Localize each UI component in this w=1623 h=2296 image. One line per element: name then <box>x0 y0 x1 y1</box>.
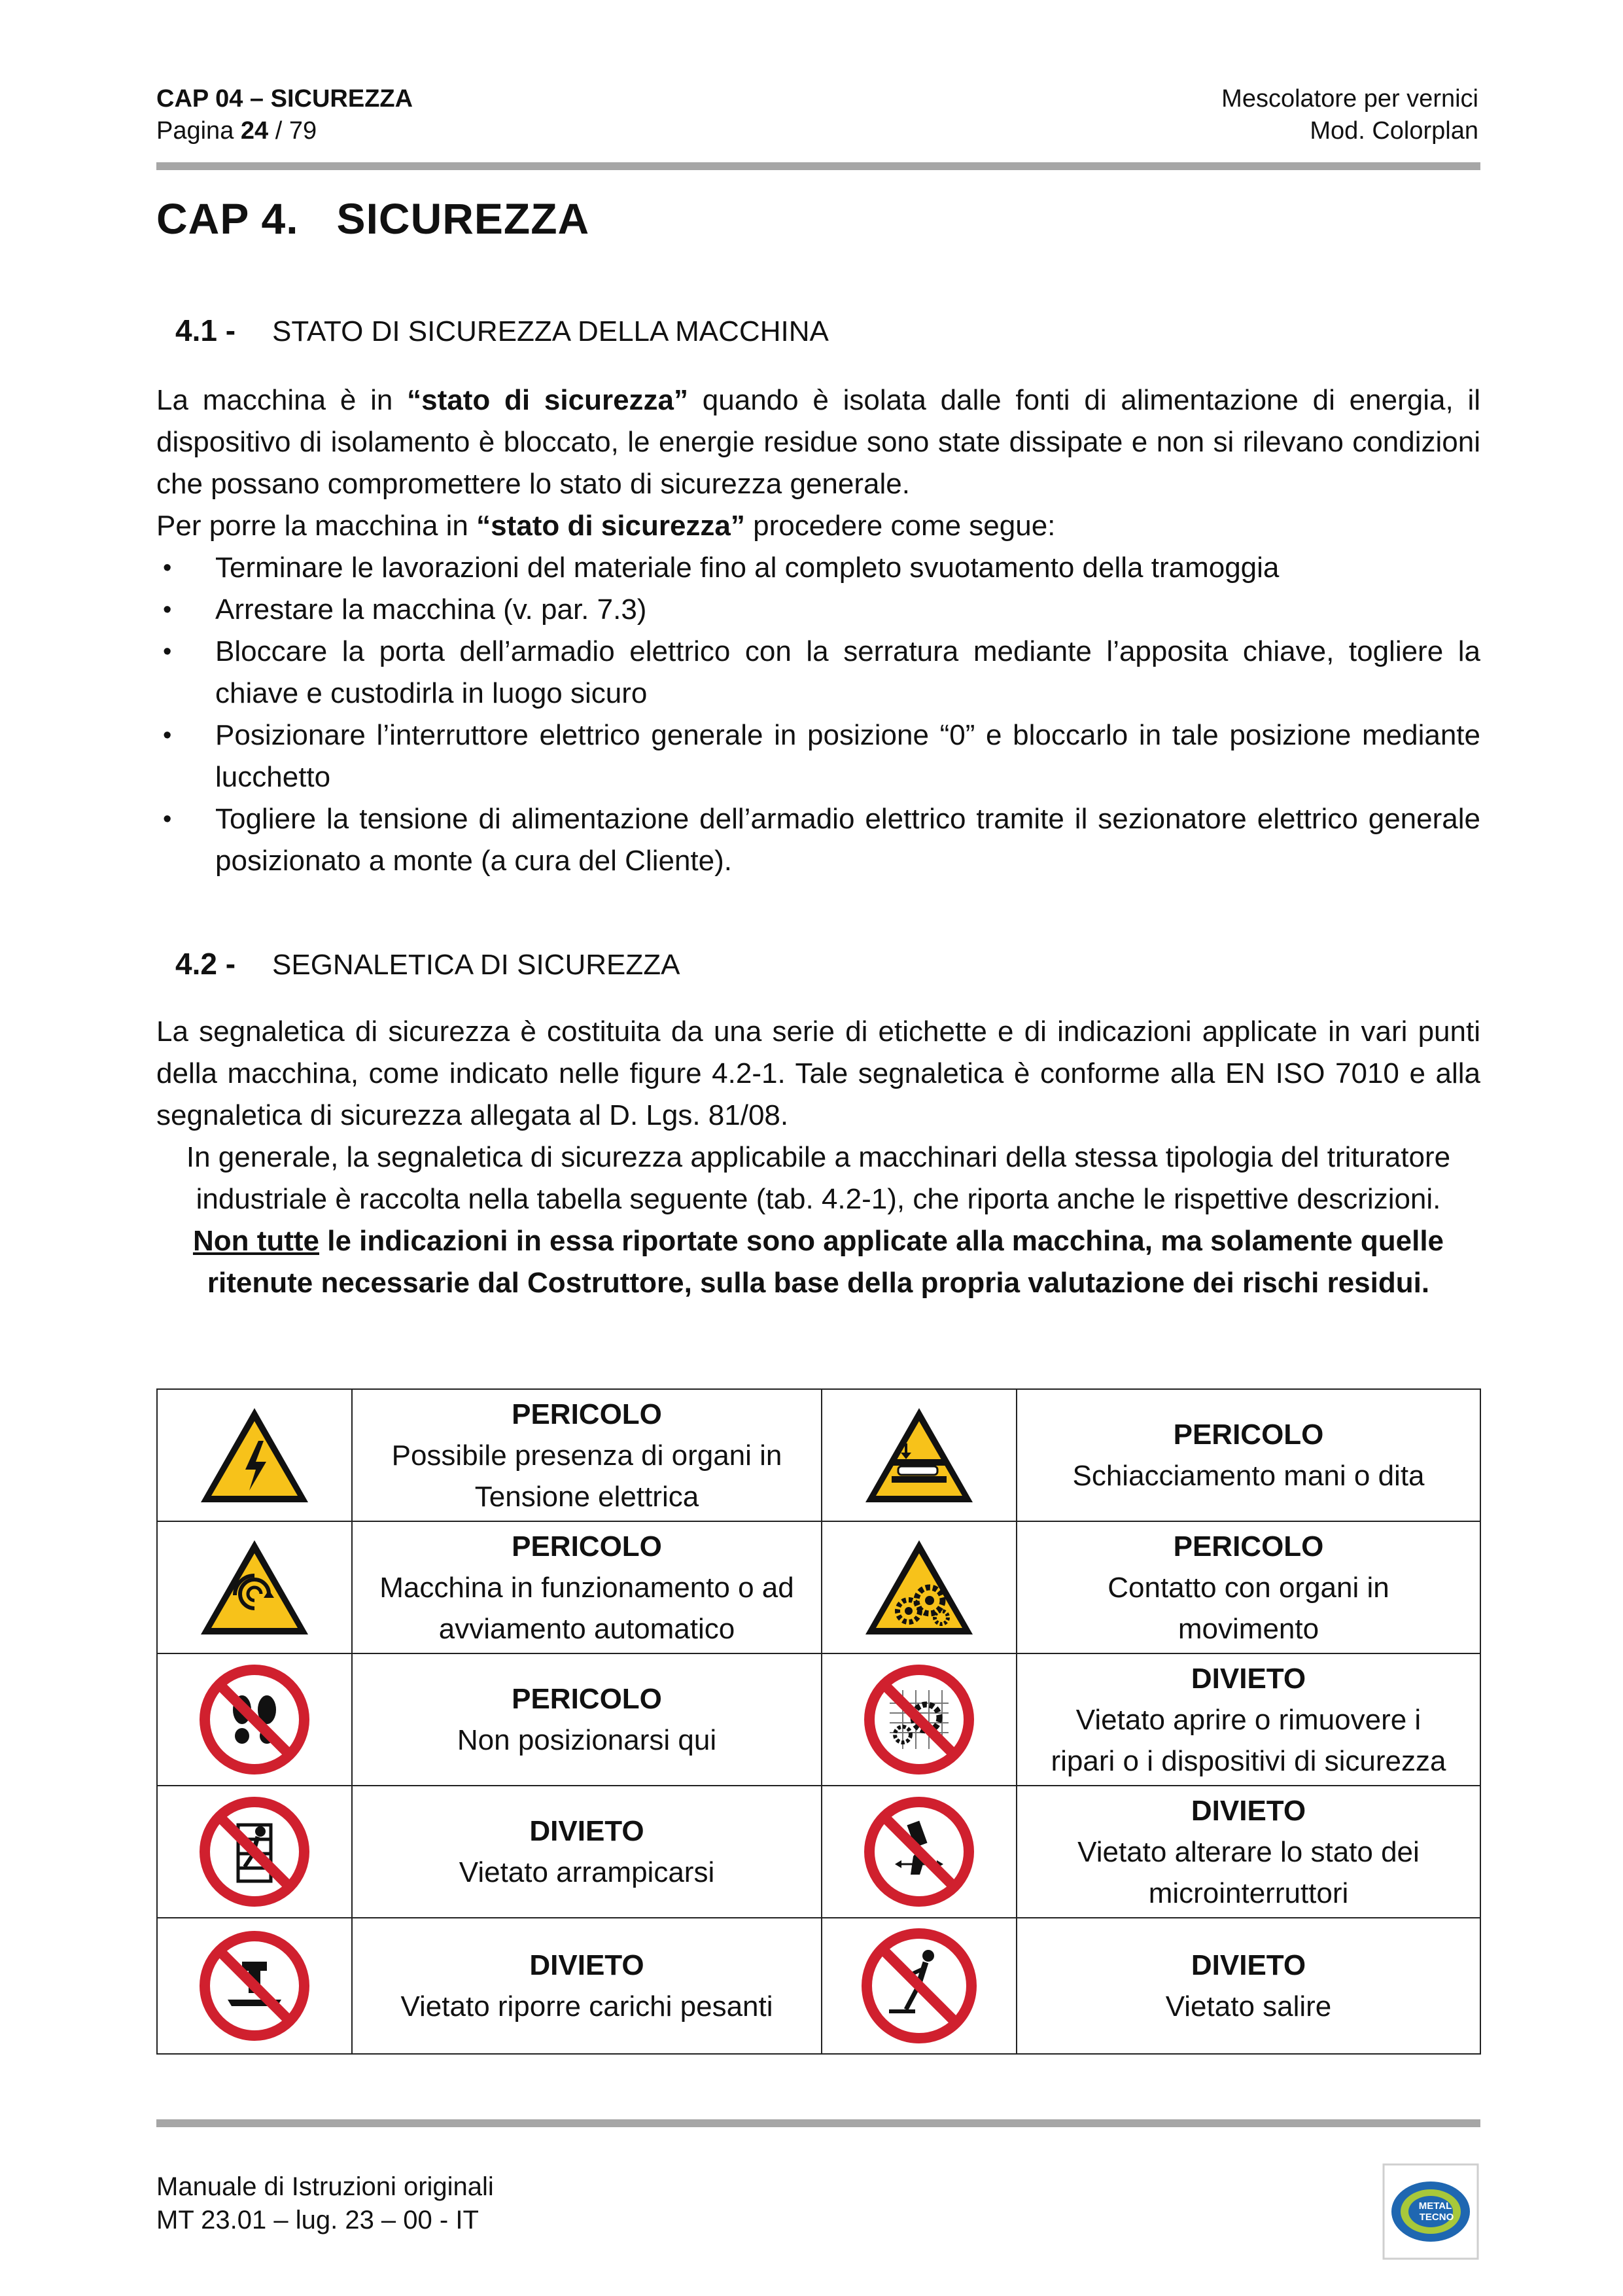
header-right <box>1221 83 1478 147</box>
moving-gears-hazard-icon <box>860 1535 978 1640</box>
section-title: STATO DI SICUREZZA DELLA MACCHINA <box>272 315 829 347</box>
paragraph: Per porre la macchina in “stato di sicurezza” procedere come segue: <box>156 510 1056 542</box>
chapter-title: CAP 4. SICUREZZA <box>156 194 590 243</box>
table-row <box>157 1521 1480 1653</box>
table-row <box>157 1918 1480 2054</box>
sign-description: DIVIETO Vietato alterare lo stato dei microinterruttori <box>1017 1786 1480 1918</box>
safety-signs-table <box>156 1388 1481 2055</box>
sign-cell <box>157 1521 352 1653</box>
metaltecno-logo <box>1382 2163 1480 2261</box>
footer-text <box>156 2170 494 2237</box>
sign-description: PERICOLO Schiacciamento mani o dita <box>1017 1389 1480 1521</box>
automatic-start-hazard-icon <box>196 1535 313 1640</box>
paragraph: La segnaletica di sicurezza è costituita da una serie di etichette e di indicazioni applicate in vari punti della macchina, come indicato nelle figure 4.2-1. Tale segnaletica è conforme alla EN ISO 7010 e alla segnaletica di sicurezza allegata al D. Lgs. 81/08. <box>156 1016 1480 1131</box>
header-left <box>156 83 413 147</box>
header-page: Pagina 24 / 79 <box>156 117 317 145</box>
section-4-1-heading <box>175 313 829 348</box>
no-climbing-icon <box>199 1796 310 1907</box>
paragraph-notice: Non tutte le indicazioni in essa riportate sono applicate alla macchina, ma solamente quelle ritenute necessarie dal Costruttore, sulla base della propria valutazione dei rischi residui. <box>192 1225 1444 1299</box>
list-item: • Arrestare la macchina (v. par. 7.3) <box>156 589 1480 631</box>
sign-description: DIVIETO Vietato arrampicarsi <box>352 1786 822 1918</box>
sign-cell <box>157 1389 352 1521</box>
procedure-list <box>156 547 1480 882</box>
sign-cell <box>822 1786 1017 1918</box>
sign-description: DIVIETO Vietato riporre carichi pesanti <box>352 1918 822 2054</box>
no-guard-removal-icon <box>864 1664 975 1775</box>
footer-doc-code: MT 23.01 – lug. 23 – 00 - IT <box>156 2206 479 2234</box>
paragraph: La macchina è in “stato di sicurezza” quando è isolata dalle fonti di alimentazione di energia, il dispositivo di isolamento è bloccato, le energie residue sono state dissipate e non si rilevano condizioni che possano compromettere lo stato di sicurezza generale. <box>156 384 1481 500</box>
header-chapter: CAP 04 – SICUREZZA <box>156 85 413 113</box>
sign-cell <box>822 1521 1017 1653</box>
section-4-2-heading <box>175 946 680 981</box>
hand-crush-hazard-icon <box>860 1403 978 1508</box>
no-stepping-icon <box>860 1927 978 2045</box>
header-product: Mescolatore per vernici <box>1221 85 1478 113</box>
sign-cell <box>822 1389 1017 1521</box>
sign-cell <box>157 1786 352 1918</box>
svg-text:METAL: METAL <box>1418 2200 1452 2212</box>
sign-description: PERICOLO Macchina in funzionamento o ad avviamento automatico <box>352 1521 822 1653</box>
header-model: Mod. Colorplan <box>1310 117 1478 145</box>
list-item: • Terminare le lavorazioni del materiale fino al completo svuotamento della tramoggia <box>156 547 1480 589</box>
footer-rule <box>156 2119 1480 2127</box>
paragraph: In generale, la segnaletica di sicurezza applicabile a macchinari della stessa tipologia del trituratore industriale è raccolta nella tabella seguente (tab. 4.2-1), che riporta anche le rispettive descrizioni. <box>186 1141 1451 1215</box>
section-number: 4.2 - <box>175 947 236 981</box>
section-4-1-body <box>156 380 1480 882</box>
list-item: • Posizionare l’interruttore elettrico generale in posizione “0” e bloccarlo in tale posizione mediante lucchetto <box>156 715 1480 798</box>
list-item: • Bloccare la porta dell’armadio elettrico con la serratura mediante l’apposita chiave, togliere la chiave e custodirla in luogo sicuro <box>156 631 1480 715</box>
sign-cell <box>157 1653 352 1786</box>
sign-description: PERICOLO Non posizionarsi qui <box>352 1653 822 1786</box>
table-row <box>157 1786 1480 1918</box>
table-row <box>157 1389 1480 1521</box>
sign-description: DIVIETO Vietato aprire o rimuovere i ripari o i dispositivi di sicurezza <box>1017 1653 1480 1786</box>
table-row <box>157 1653 1480 1786</box>
sign-cell <box>822 1653 1017 1786</box>
section-number: 4.1 - <box>175 313 236 347</box>
footer-manual: Manuale di Istruzioni originali <box>156 2172 494 2201</box>
svg-text:TECNO: TECNO <box>1419 2212 1454 2223</box>
no-standing-icon <box>199 1664 310 1775</box>
sign-cell <box>157 1918 352 2054</box>
section-4-2-body <box>156 1011 1480 1304</box>
list-item: • Togliere la tensione di alimentazione dell’armadio elettrico tramite il sezionatore elettrico generale posizionato a monte (a cura del Cliente). <box>156 798 1480 882</box>
no-heavy-loads-icon <box>199 1930 310 2041</box>
header-rule <box>156 162 1480 170</box>
page-current: 24 <box>240 117 269 145</box>
sign-description: PERICOLO Contatto con organi in movimento <box>1017 1521 1480 1653</box>
section-title: SEGNALETICA DI SICUREZZA <box>272 949 680 981</box>
sign-description: PERICOLO Possibile presenza di organi in Tensione elettrica <box>352 1389 822 1521</box>
sign-description: DIVIETO Vietato salire <box>1017 1918 1480 2054</box>
sign-cell <box>822 1918 1017 2054</box>
no-tampering-switch-icon <box>864 1796 975 1907</box>
electric-hazard-icon <box>196 1403 313 1508</box>
